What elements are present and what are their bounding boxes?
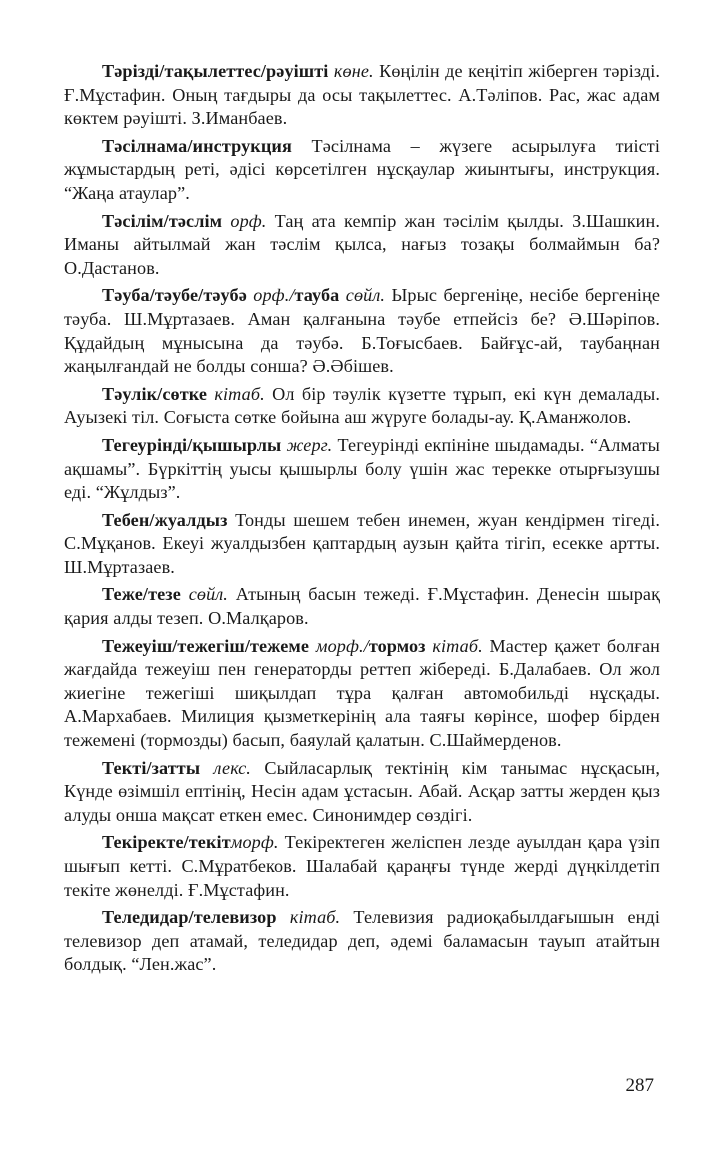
entry-headword: Тектi/затты	[102, 757, 201, 778]
dictionary-entry	[64, 434, 660, 505]
entry-label: морф./	[315, 635, 369, 656]
entry-text: Тонды шешем тебен инемен, жуан кендірмен тігеді. С.Мұқанов. Екеуі жуалдызбен қаптардың аузын қайта тігіп, есекке артты. Ш.Мұртазаев.	[64, 509, 660, 577]
dictionary-entry	[64, 135, 660, 206]
dictionary-entry	[64, 906, 660, 977]
entry-space	[200, 758, 213, 778]
page-number: 287	[625, 1075, 654, 1096]
dictionary-entry	[64, 635, 660, 753]
entry-headword: Тәрізді/тақылеттес/рәуішті	[102, 61, 329, 81]
entry-text: Тегеурінді екпініне шыдамады. “Алматы ақшамы”. Бүркіттің уысы қышырлы болу үшін жас терекке отырғызушы еді. “Жұлдыз”.	[64, 434, 660, 503]
entry-label: кітаб.	[214, 383, 265, 404]
dictionary-entry	[64, 284, 660, 378]
entry-label: орф./	[253, 285, 295, 306]
entry-text-secondary: Ырыс бергеніңе, несібе бергеніңе тәуба. Ш.Мұртазаев. Аман қалғанына тәубе етпейсіз бе? Ә.Шәріпов. Құдайдың мұнысына да тәубә. Б.Тоғысбаев. Байғұс-ай, таубаңнан жаңылғандай не болды сонша? Ә.Әбішев.	[64, 285, 660, 377]
entry-text: Телевизия радиоқабылдағышын енді телевизор деп атамай, теледидар деп, әдемі баламасын тауып атайтын болдық. “Лен.жас”.	[64, 907, 660, 975]
entry-text: Көңілін де кеңітіп жіберген тәрізді. Ғ.Мұстафин. Оның тағдыры да осы тақылеттес. А.Тәліпов. Рас, жас адам көктем рәуішті. З.Иманбаев.	[64, 61, 661, 129]
dictionary-entry	[64, 383, 660, 430]
entry-label: орф.	[230, 210, 267, 231]
entry-text: Сыйласарлық тектінің кім танымас нұсқасын, Күнде өзімшіл ептінің, Несін адам ұстасын. Абай. Асқар затты жерден қыз алуды онша мақсат еткен емес. Синонимдер сөздігі.	[64, 757, 660, 825]
entry-label: сөйл.	[188, 584, 228, 605]
entry-space	[181, 584, 189, 604]
entry-text: Текіректеген желіспен лезде ауылдан қара үзіп шығып кетті. С.Мұратбеков. Шалабай қараңғы түнде жерді дүңкілдетіп текіте жөнелді. Ғ.Мұстафин.	[64, 832, 660, 900]
entry-space	[309, 636, 316, 656]
entry-text: Атының басын тежеді. Ғ.Мұстафин. Денесін шырақ қария алды тезеп. О.Малқаров.	[64, 584, 660, 629]
entry-headword: Тебен/жуалдыз	[102, 509, 228, 530]
entry-space	[277, 907, 290, 927]
entry-headword: Тәсілім/тәслім	[102, 210, 223, 231]
dictionary-entry	[64, 210, 660, 281]
dictionary-entry	[64, 509, 660, 580]
entry-label: лекс.	[213, 757, 251, 778]
dictionary-entry	[64, 60, 660, 131]
entry-text: Таң ата кемпір жан тәсілім қылды. З.Шашкин. Иманы айтылмай жан тәслім қылса, нағыз тозақы болмаймын ба? О.Дастанов.	[64, 210, 660, 278]
entry-headword: Тәуба/тәубе/тәубә	[102, 285, 247, 306]
entry-headword: Теледидар/телевизор	[102, 907, 277, 928]
entry-headword: Теже/тезе	[102, 584, 181, 605]
entry-label: морф.	[230, 832, 279, 853]
entry-label-secondary: кітаб.	[432, 635, 483, 656]
entries-column	[64, 60, 660, 977]
dictionary-entry	[64, 583, 660, 630]
entry-label: жерг.	[286, 434, 333, 455]
entry-headword: Тегеурінді/қышырлы	[102, 434, 282, 455]
entry-headword: Тәулік/сөтке	[102, 383, 208, 404]
entry-label: кітаб.	[289, 907, 341, 928]
dictionary-entry	[64, 757, 660, 828]
entry-label: көне.	[333, 61, 374, 81]
entry-text-secondary: Мастер қажет болған жағдайда тежеуіш пен генераторды реттеп жібереді. Б.Далабаев. Ол жол жиегіне тежегіші шиқылдап тұра қалған автомобильді нұсқады. А.Мархабаев. Милиция қызметкерінің ала таяғы көрінсе, шофер бірден тежемені (тормозды) басып, баяулай қалатын. С.Шаймерденов.	[64, 635, 660, 751]
entry-headword: Тәсілнама/инструкция	[102, 135, 292, 156]
entry-headword-secondary: тауба	[294, 285, 340, 306]
entry-text: Тәсілнама – жүзеге асырылуға тиісті жұмыстардың реті, әдісі көрсетілген нұсқаулар жиынтығы, инструкция. “Жаңа атаулар”.	[64, 135, 660, 203]
entry-headword-secondary: тормоз	[368, 635, 426, 656]
entry-headword: Текіректе/текіт	[102, 832, 231, 853]
entry-headword: Тежеуіш/тежегіш/тежеме	[102, 635, 310, 656]
dictionary-entry	[64, 831, 660, 902]
entry-text: Ол бір тәулік күзетте тұрып, екі күн демалады. Ауызекі тіл. Соғыста сөтке бойына аш жүруге болады-ау. Қ.Аманжолов.	[64, 383, 660, 428]
entry-label-secondary: сөйл.	[345, 285, 386, 306]
